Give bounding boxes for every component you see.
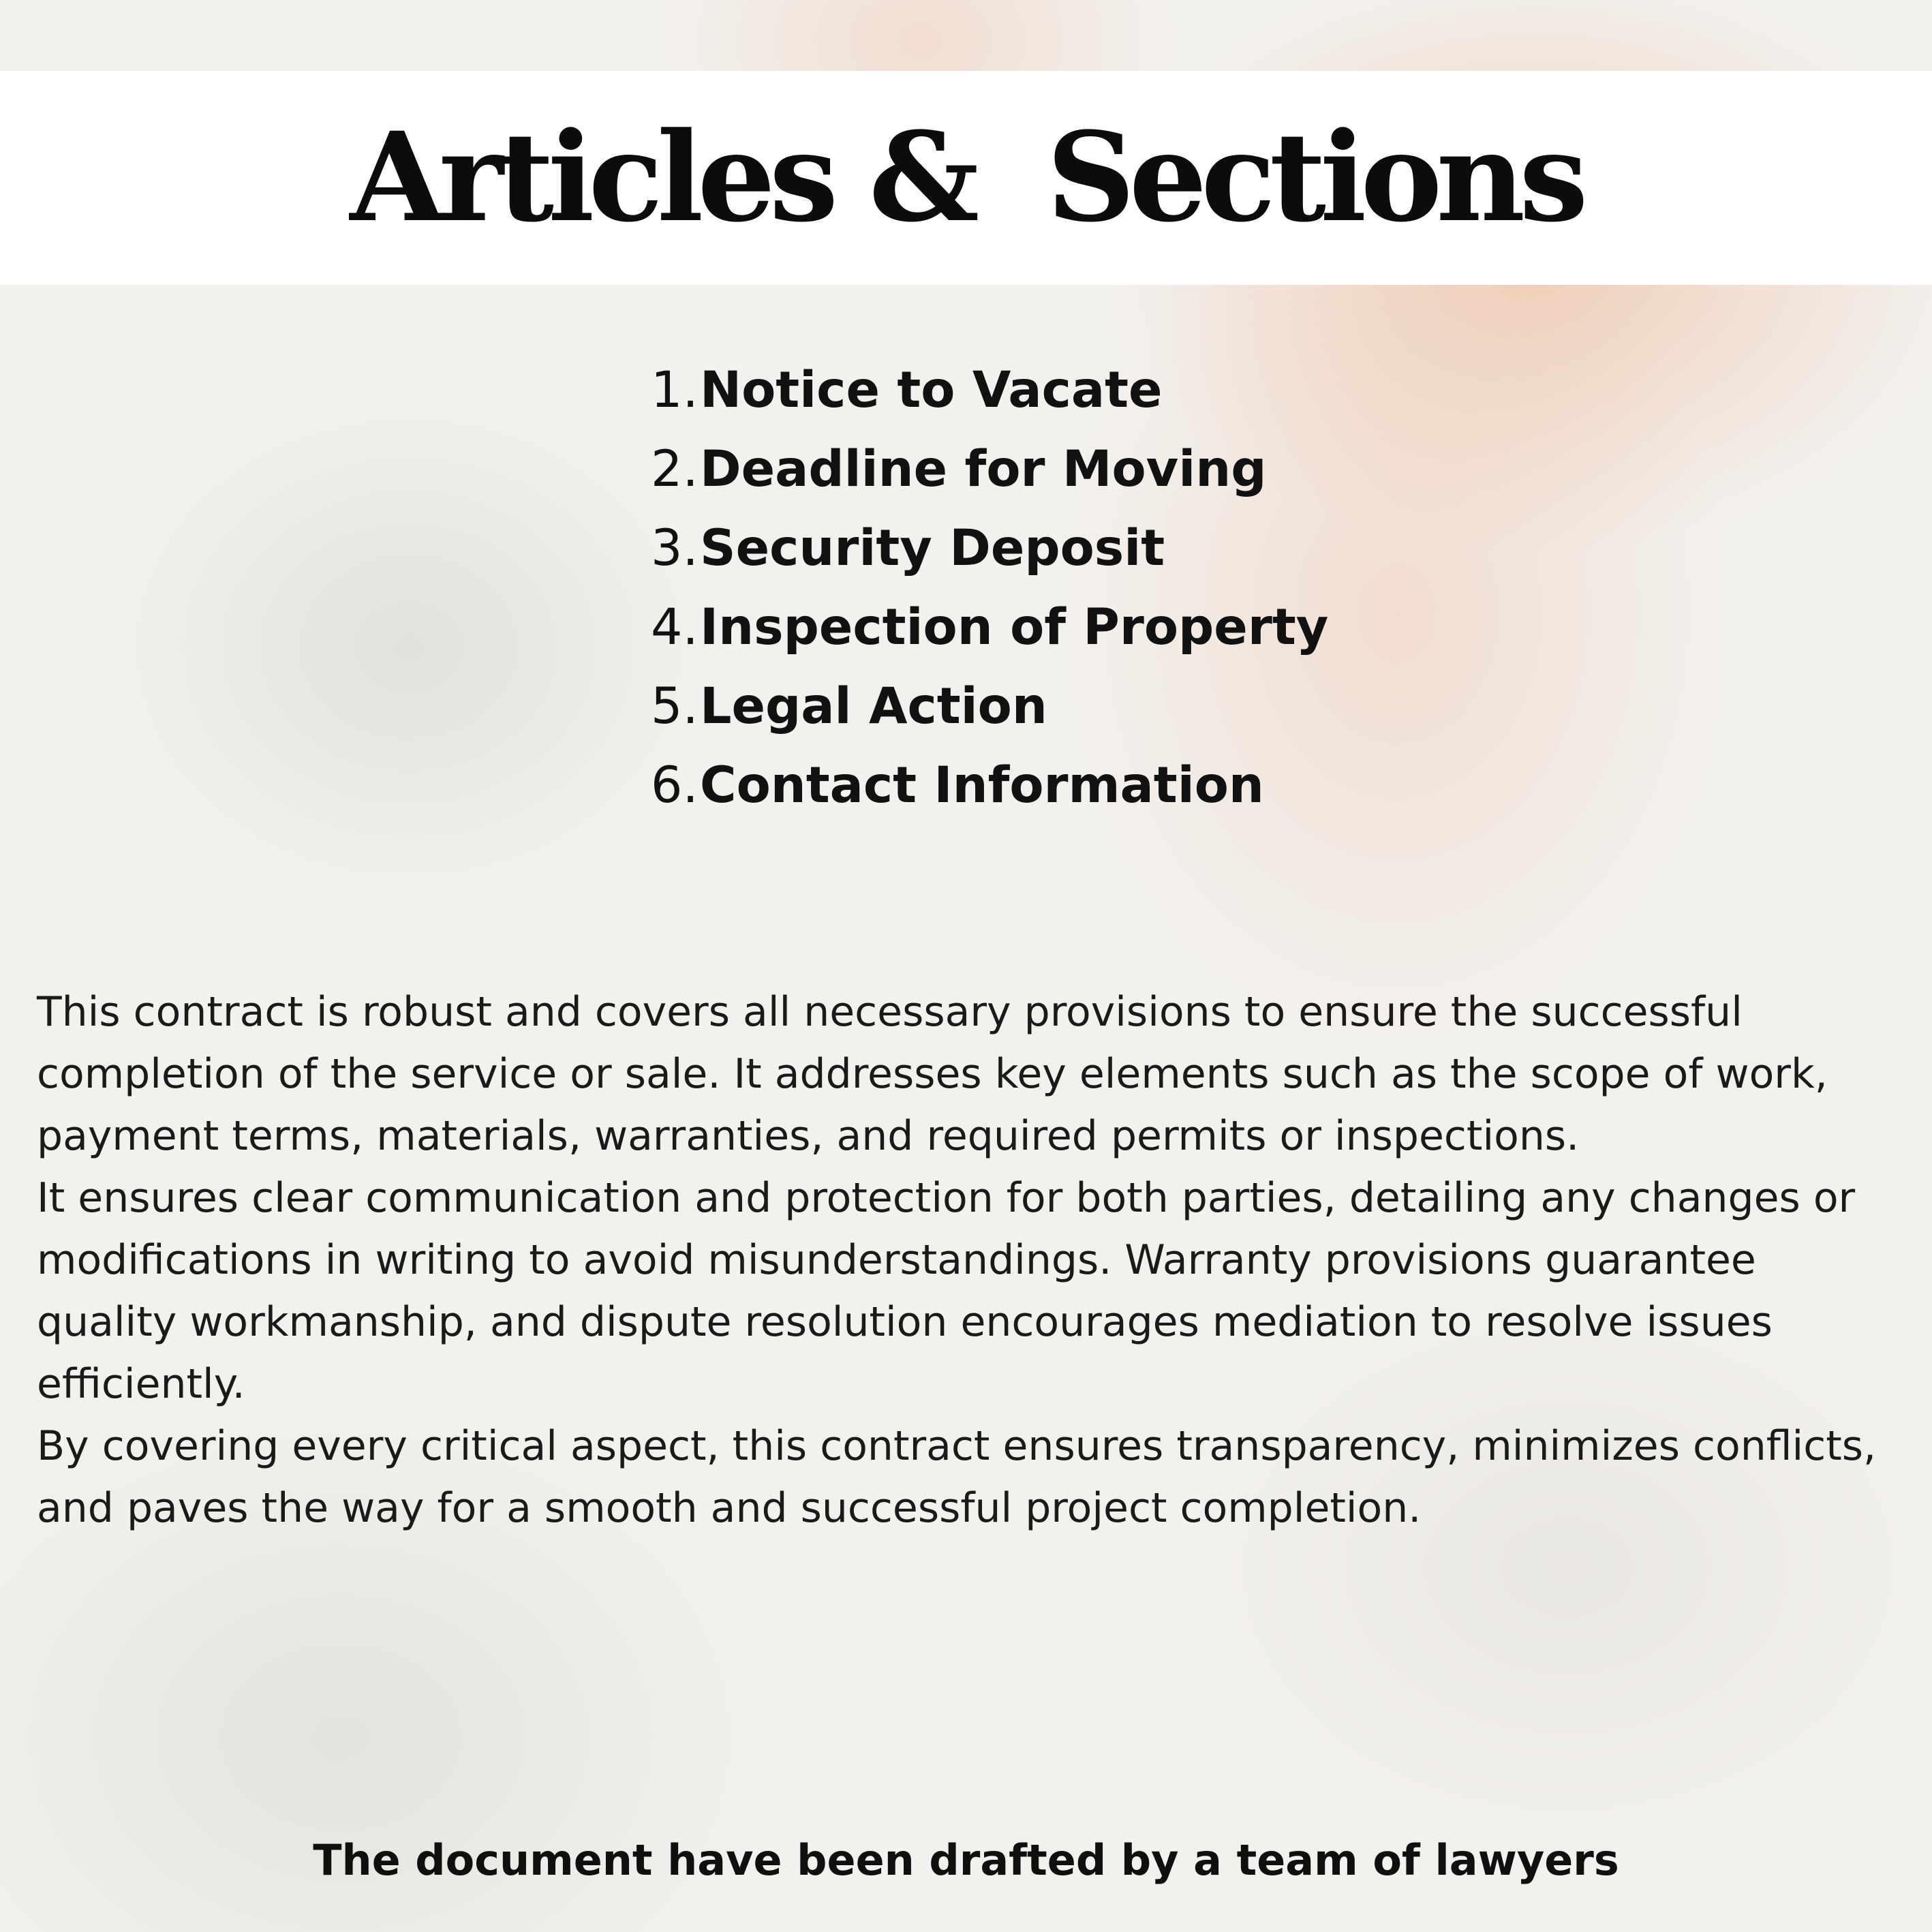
description-text xyxy=(37,981,1904,1539)
description-paragraph: It ensures clear communication and protection for both parties, detailing any changes or modifications in writing to avoid misunderstandings. Warranty provisions guarantee quality workmanship, and dispute resolution encourages mediation to resolve issues efficiently. xyxy=(37,1174,1856,1408)
section-label: Legal Action xyxy=(700,677,1047,735)
section-item-legal-action xyxy=(651,667,1328,746)
section-number: 4. xyxy=(651,598,699,656)
section-label: Contact Information xyxy=(700,756,1264,814)
section-item-security-deposit xyxy=(651,509,1328,588)
section-number: 3. xyxy=(651,519,699,577)
footer-note: The document have been drafted by a team of lawyers xyxy=(313,1835,1619,1885)
section-item-inspection-of-property xyxy=(651,588,1328,667)
page-title: Articles & Sections xyxy=(350,106,1582,249)
section-item-deadline-for-moving xyxy=(651,430,1328,509)
section-number: 2. xyxy=(651,440,699,498)
description-paragraph: By covering every critical aspect, this contract ensures transparency, minimizes conflicts, and paves the way for a smooth and successful project completion. xyxy=(37,1422,1877,1532)
section-item-notice-to-vacate xyxy=(651,351,1328,430)
section-number: 5. xyxy=(651,677,699,735)
section-item-contact-information xyxy=(651,746,1328,825)
section-label: Inspection of Property xyxy=(700,598,1329,656)
sections-list xyxy=(651,351,1328,825)
section-number: 6. xyxy=(651,756,699,814)
section-label: Notice to Vacate xyxy=(700,361,1163,419)
section-label: Security Deposit xyxy=(700,519,1165,577)
section-number: 1. xyxy=(651,361,699,419)
section-label: Deadline for Moving xyxy=(700,440,1267,498)
description-paragraph: This contract is robust and covers all necessary provisions to ensure the successful completion of the service or sale. It addresses key elements such as the scope of work, payment terms, materials, warranties, and required permits or inspections. xyxy=(37,988,1828,1160)
title-banner xyxy=(0,71,1932,285)
